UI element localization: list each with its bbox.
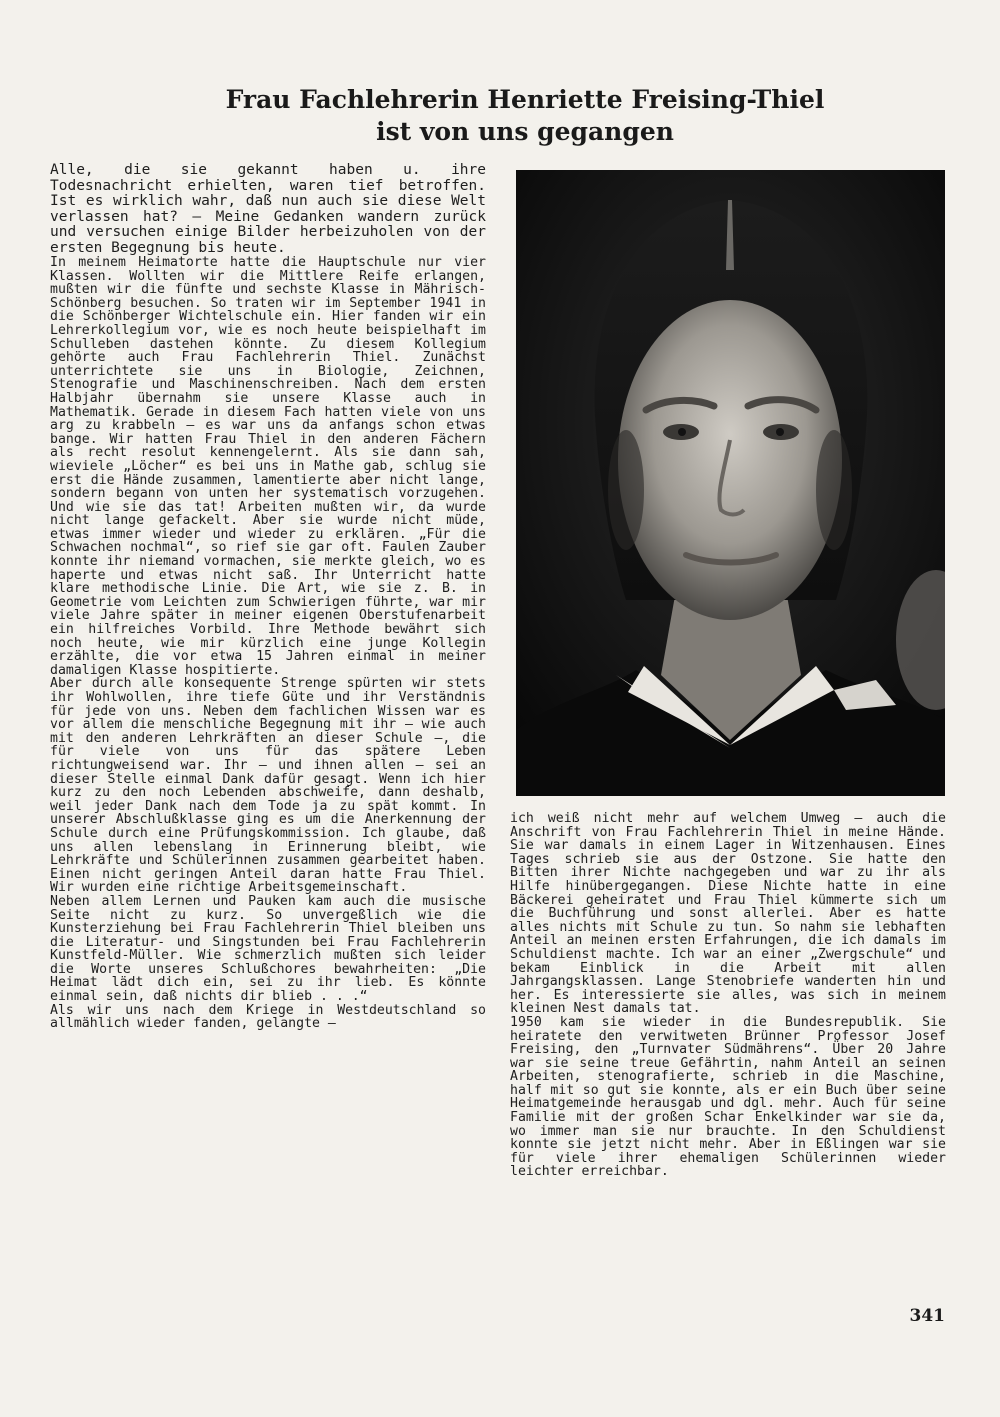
paragraph: 1950 kam sie wieder in die Bundesrepublik. Sie heiratete den verwitweten Brünner Professor Josef Freising, den „Turnvater Südmährens“. Über 20 Jahre war sie seine treue Gefährtin, nahm Anteil an seinen Arbeiten, stenografierte, schrieb in die Maschine, half mit so gut sie konnte, als er ein Buch über seine Heimatgemeinde herausgab und dgl. mehr. Auch für seine Familie mit der großen Schar Enkelkinder war sie da, wo immer man sie nur brauchte. In den Schuldienst konnte sie jetzt nicht mehr. Aber in Eßlingen war sie für viele ihrer ehemaligen Schülerinnen wieder leichter erreichbar. bbox=[510, 1014, 946, 1180]
right-text-column bbox=[510, 812, 946, 1179]
article-title bbox=[140, 84, 910, 148]
paragraph: In meinem Heimatorte hatte die Hauptschule nur vier Klassen. Wollten wir die Mittlere Reife erlangen, mußten wir die fünfte und sechste Klasse in Mährisch-Schönberg besuchen. So traten wir im September 1941 in die Schönberger Wichtelschule ein. Hier fanden wir ein Lehrerkollegium vor, wie es noch heute beispielhaft im Schulleben dastehen könnte. Zu diesem Kollegium gehörte auch Frau Fachlehrerin Thiel. Zunächst unterrichtete sie uns in Biologie, Zeichnen, Stenografie und Maschinenschreiben. Nach dem ersten Halbjahr übernahm sie unsere Klasse auch in Mathematik. Gerade in diesem Fach hatten viele von uns arg zu krabbeln — es war uns da anfangs schon etwas bange. Wir hatten Frau Thiel in den anderen Fächern als recht resolut kennengelernt. Als sie dann sah, wieviele „Löcher“ es bei uns in Mathe gab, schlug sie erst die Hände zusammen, lamentierte aber nicht lange, sondern begann von unten her systematisch vorzugehen. Und wie sie das tat! Arbeiten mußten wir, da wurde nicht lange gefackelt. Aber sie wurde nicht müde, etwas immer wieder und wieder zu erklären. „Für die Schwachen nochmal“, so rief sie gar oft. Faulen Zauber konnte ihr niemand vormachen, sie merkte gleich, wo es haperte und etwas nicht saß. Ihr Unterricht hatte klare methodische Linie. Die Art, wie sie z. B. in Geometrie vom Leichten zum Schwierigen führte, war mir viele Jahre später in meiner eigenen Oberstufenarbeit ein hilfreiches Vorbild. Ihre Methode bewährt sich noch heute, wie mir kürzlich eine junge Kollegin erzählte, die vor etwa 15 Jahren einmal in meiner damaligen Klasse hospitierte. bbox=[50, 255, 486, 678]
paragraph: ich weiß nicht mehr auf welchem Umweg — auch die Anschrift von Frau Fachlehrerin Thiel in meine Hände. Sie war damals in einem Lager in Witzenhausen. Eines Tages schrieb sie aus der Ostzone. Sie hatte den Bitten ihrer Nichte nachgegeben und war zu ihr als Hilfe hinübergegangen. Diese Nichte hatte in eine Bäckerei geheiratet und Frau Thiel kümmerte sich um die Buchführung und sonst allerlei. Aber es hatte alles nichts mit Schule zu tun. So nahm sie lebhaften Anteil an meinen ersten Erfahrungen, die ich damals im Schuldienst machte. Ich war an einer „Zwergschule“ und bekam Einblick in die Arbeit mit allen Jahrgangsklassen. Lange Stenobriefe wanderten hin und her. Es interessierte sie alles, was sich in meinem kleinen Nest damals tat. bbox=[510, 811, 946, 1017]
portrait-photo bbox=[516, 170, 945, 796]
paragraph: Alle, die sie gekannt haben u. ihre Todesnachricht erhielten, waren tief betroffen. Ist es wirklich wahr, daß nun auch sie diese Welt verlassen hat? — Meine Gedanken wandern zurück und versuchen einige Bilder herbeizuholen von der ersten Begegnung bis heute. bbox=[50, 162, 486, 256]
paragraph: Aber durch alle konsequente Strenge spürten wir stets ihr Wohlwollen, ihre tiefe Güte und ihr Verständnis für jede von uns. Neben dem fachlichen Wissen war es vor allem die menschliche Begegnung mit ihr — wie auch mit den anderen Lehrkräften an dieser Schule —, die für viele von uns für das spätere Leben richtungweisend war. Ihr — und ihnen allen — sei an dieser Stelle einmal Dank dafür gesagt. Wenn ich hier kurz zu den noch Lebenden abschweife, dann deshalb, weil jeder Dank nach dem Tode ja zu spät kommt. In unserer Abschlußklasse ging es um die Anerkennung der Schule durch eine Prüfungskommission. Ich glaube, daß uns allen lebenslang in Erinnerung bleibt, wie Lehrkräfte und Schülerinnen zusammen gearbeitet haben. Einen nicht geringen Anteil daran hatte Frau Thiel. Wir wurden eine richtige Arbeitsgemeinschaft. bbox=[50, 676, 486, 896]
paragraph: Neben allem Lernen und Pauken kam auch die musische Seite nicht zu kurz. So unvergeßlich wie die Kunsterziehung bei Frau Fachlehrerin Thiel bleiben uns die Literatur- und Singstunden bei Frau Fachlehrerin Kunstfeld-Müller. Wie schmerzlich mußten sich leider die Worte unseres Schlußchores bewahrheiten: „Die Heimat lädt dich ein, sei zu ihr lieb. Es könnte einmal sein, daß nichts dir blieb . . .“ bbox=[50, 893, 486, 1005]
article-title-line-1: Frau Fachlehrerin Henriette Freising-Thiel bbox=[225, 85, 825, 114]
left-text-column bbox=[50, 163, 486, 1031]
article-title-line-2: ist von uns gegangen bbox=[376, 117, 674, 146]
paragraph: Als wir uns nach dem Kriege in Westdeutschland so allmählich wieder fanden, gelangte — bbox=[50, 1002, 486, 1032]
page-number: 341 bbox=[909, 1306, 945, 1326]
